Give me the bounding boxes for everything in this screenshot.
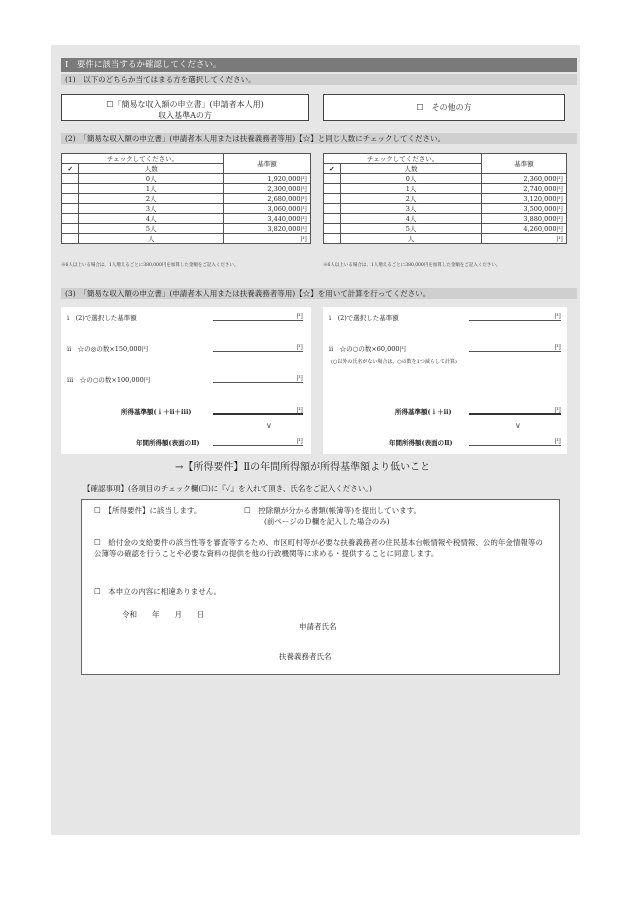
row-checkbox[interactable]: [324, 214, 341, 224]
calc-left-iii-label: iii ☆の○の数×100,000円: [67, 376, 151, 384]
table-row: [62, 204, 311, 214]
calculation-panel-left: [61, 307, 311, 454]
people-cell: 1人: [340, 184, 481, 194]
confirmation-title: 【確認事項】(各項目のチェック欄(☐)に『✓』を入れて頂き、氏名をご記入ください。): [83, 484, 372, 493]
people-cell: 0人: [340, 174, 481, 184]
option-other[interactable]: [323, 94, 565, 121]
date-field[interactable]: 令和 年 月 日: [122, 610, 205, 619]
amount-cell: 円: [224, 234, 311, 244]
people-header: 人数: [340, 164, 481, 174]
row-checkbox[interactable]: [324, 174, 341, 184]
amount-cell: 3,120,000円: [482, 194, 567, 204]
people-cell: 1人: [79, 184, 224, 194]
table-row: [324, 204, 567, 214]
confirmation-box: [81, 499, 560, 675]
less-than-symbol: ∨: [266, 421, 272, 430]
check-header: チェックしてください。: [62, 154, 224, 164]
people-cell: 2人: [340, 194, 481, 204]
calc-left-total-label: 所得基準額(ｉ＋ii＋iii): [121, 408, 192, 416]
option-a-line2: 収入基準Aの方: [158, 111, 212, 120]
people-header: 人数: [79, 164, 224, 174]
row-checkbox[interactable]: [62, 224, 79, 234]
table-row: [62, 194, 311, 204]
check-mark-header: ✓: [324, 164, 341, 174]
calc-left-total-field[interactable]: [213, 405, 303, 415]
calc-right-annual-label: 年間所得額(表面のⅡ): [389, 439, 453, 447]
table-row: [324, 214, 567, 224]
table-row: [324, 194, 567, 204]
consent-text: ☐ 給付金の支給要件の該当性等を審査等するため、市区町村等が必要な扶養義務者の住民基本台帳情報や税情報、公的年金情報等の公簿等の確認を行うことや必要な資料の提供を他の行政機関等に求める・提供すること: [94, 538, 543, 558]
calc-right-i-label: i (2)で選択した基準額: [329, 314, 399, 322]
row-checkbox[interactable]: [62, 184, 79, 194]
reference-table-right: [323, 153, 567, 244]
confirm-item-deduction-note: (前ページのＤ欄を記入した場合のみ): [264, 517, 390, 526]
amount-cell: 3,820,000円: [224, 224, 311, 234]
amount-cell: 3,440,000円: [224, 214, 311, 224]
question-2-header: (2) 「簡易な収入額の申立書」(申請者本人用または扶養義務者等用)【☆】と同じ人数にチェックしてください。: [61, 133, 577, 144]
row-checkbox[interactable]: [324, 204, 341, 214]
table-note-right: ※6人以上いる場合は、1人増えるごとに380,000円を加算した金額をご記入ください。: [323, 263, 501, 268]
confirm-item-income-requirement[interactable]: ☐ 【所得要件】に該当します。: [94, 506, 202, 515]
table-note-left: ※6人以上いる場合は、1人増えるごとに380,000円を加算した金額をご記入ください。: [61, 263, 239, 268]
consent-text-end: に同意します。: [386, 549, 439, 558]
amount-cell: 4,260,000円: [482, 224, 567, 234]
supporter-name-field[interactable]: 扶養義務者氏名: [279, 652, 332, 661]
amount-cell: 2,360,000円: [482, 174, 567, 184]
calculation-panel-right: [323, 307, 567, 454]
yen-unit: 円: [554, 312, 561, 320]
calc-left-annual-label: 年間所得額(表面のⅡ): [136, 439, 200, 447]
confirm-item-deduction-documents[interactable]: ☐ 控除額が分かる書類(帳簿等)を提出しています。: [244, 506, 421, 515]
table-row: [62, 234, 311, 244]
people-cell: 3人: [79, 204, 224, 214]
table-row: [324, 224, 567, 234]
calc-left-iii-field[interactable]: [213, 373, 303, 383]
table-row: [324, 174, 567, 184]
amount-header: 基準額: [224, 154, 311, 174]
yen-unit: 円: [296, 406, 303, 414]
calc-right-total-label: 所得基準額(ｉ＋ii): [395, 408, 452, 416]
row-checkbox[interactable]: [62, 194, 79, 204]
amount-cell: 2,300,000円: [224, 184, 311, 194]
calc-right-total-field[interactable]: [469, 405, 561, 415]
yen-unit: 円: [296, 312, 303, 320]
calc-right-ii-label: ii ☆の○の数×60,000円: [329, 345, 407, 353]
option-income-standard-a[interactable]: [61, 94, 309, 121]
yen-unit: 円: [554, 437, 561, 445]
question-3-header: (3) 「簡易な収入額の申立書」(申請者本人用または扶養義務者等用)【☆】を用いて計算を行ってください。: [61, 288, 577, 299]
amount-cell: 円: [482, 234, 567, 244]
row-checkbox[interactable]: [324, 234, 341, 244]
amount-header: 基準額: [482, 154, 567, 174]
amount-cell: 3,880,000円: [482, 214, 567, 224]
amount-cell: 2,740,000円: [482, 184, 567, 194]
reference-table-left: [61, 153, 311, 244]
table-row: [62, 174, 311, 184]
check-mark-header: ✓: [62, 164, 79, 174]
people-cell: 5人: [340, 224, 481, 234]
amount-cell: 1,920,000円: [224, 174, 311, 184]
form-page: [51, 45, 580, 835]
less-than-symbol: ∨: [515, 421, 521, 430]
amount-cell: 3,500,000円: [482, 204, 567, 214]
people-cell: 0人: [79, 174, 224, 184]
table-row: [324, 234, 567, 244]
people-cell: 人: [79, 234, 224, 244]
people-cell: 3人: [340, 204, 481, 214]
people-cell: 4人: [340, 214, 481, 224]
calc-left-ii-field[interactable]: [213, 342, 303, 352]
table-row: [62, 224, 311, 234]
calc-right-ii-field[interactable]: [469, 342, 561, 352]
calc-right-ii-note: (○以外の氏名がない場合は、○の数を1つ減らして計算): [331, 359, 457, 365]
yen-unit: 円: [296, 437, 303, 445]
check-header: チェックしてください。: [324, 154, 482, 164]
people-cell: 5人: [79, 224, 224, 234]
row-checkbox[interactable]: [324, 224, 341, 234]
calc-left-ii-label: ii ☆の◎の数×150,000円: [67, 345, 149, 353]
row-checkbox[interactable]: [62, 204, 79, 214]
row-checkbox[interactable]: [62, 214, 79, 224]
table-row: [324, 184, 567, 194]
confirm-item-consent[interactable]: [94, 537, 550, 559]
table-row: [62, 214, 311, 224]
people-cell: 人: [340, 234, 481, 244]
row-checkbox[interactable]: [62, 234, 79, 244]
calc-right-annual-field[interactable]: [469, 436, 561, 446]
yen-unit: 円: [554, 406, 561, 414]
calc-left-i-label: i (2)で選択した基準額: [67, 314, 137, 322]
question-1-header: (1) 以下のどちらか当てはまる方を選択してください。: [61, 74, 577, 85]
people-cell: 4人: [79, 214, 224, 224]
section-header: I 要件に該当するか確認してください。: [61, 58, 577, 72]
row-checkbox[interactable]: [324, 194, 341, 204]
amount-cell: 3,060,000円: [224, 204, 311, 214]
option-b-label: ☐ その他の方: [416, 103, 472, 112]
calc-left-i-field[interactable]: [213, 311, 303, 321]
yen-unit: 円: [296, 374, 303, 382]
row-checkbox[interactable]: [324, 184, 341, 194]
yen-unit: 円: [296, 343, 303, 351]
amount-cell: 2,680,000円: [224, 194, 311, 204]
people-cell: 2人: [79, 194, 224, 204]
applicant-name-field[interactable]: 申請者氏名: [299, 622, 337, 631]
confirm-item-no-discrepancy[interactable]: ☐ 本申立の内容に相違ありません。: [94, 587, 222, 596]
option-a-line1: ☐「簡易な収入額の申立書」(申請者本人用): [106, 100, 264, 109]
table-row: [62, 184, 311, 194]
income-requirement-conclusion: →【所得要件】Ⅱの年間所得額が所得基準額より低いこと: [175, 462, 431, 473]
calc-left-annual-field[interactable]: [213, 436, 303, 446]
yen-unit: 円: [554, 343, 561, 351]
calc-right-i-field[interactable]: [469, 311, 561, 321]
row-checkbox[interactable]: [62, 174, 79, 184]
